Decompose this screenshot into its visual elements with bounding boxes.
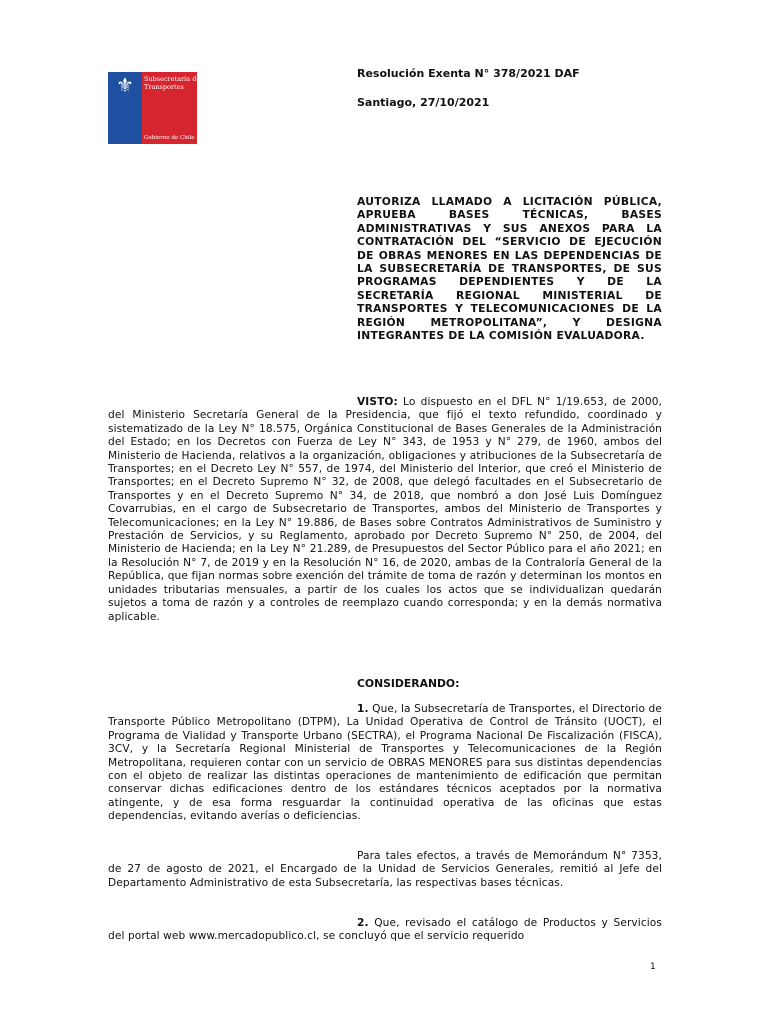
considerando-paragraph-1 <box>108 703 662 824</box>
coat-of-arms-icon: ⚜ <box>116 73 134 97</box>
logo-line1: Subsecretaría de <box>144 75 201 83</box>
paragraph-text: Que, la Subsecretaría de Transportes, el Directorio de Transporte Público Metropolitano (DTPM), La Unidad Operativa de Control de Tránsito (UOCT), el Programa de Vialidad y Transporte Urbano (SECTRA), el Programa Nacional De Fiscalización (FISCA), 3CV, y la Secretaría Regional Ministerial de Transportes y Telecomunicaciones de la Región Metropolitana, requieren contar con un servicio de OBRAS MENORES para sus distintas dependencias con el objeto de realizar las distintas operaciones de mantenimiento de edificación que permitan conservar dichas edificaciones dentro de los estándares técnicos aceptados por la normativa atingente, y de esa forma resguardar la continuidad operativa de las oficinas que estas dependencias, evitando averías o deficiencias. <box>108 703 662 823</box>
visto-text: Lo dispuesto en el DFL N° 1/19.653, de 2000, del Ministerio Secretaría General de la Presidencia, que fijó el texto refundido, coordinado y sistematizado de la Ley N° 18.575, Orgánica Constitucional de Bases Generales de la Administración del Estado; en los Decretos con Fuerza de Ley N° 343, de 1953 y N° 279, de 1960, ambos del Ministerio de Hacienda, relativos a la organización, obligaciones y atribuciones de la Subsecretaría de Transportes; en el Decreto Ley N° 557, de 1974, del Ministerio del Interior, que creó el Ministerio de Transportes; en el Decreto Supremo N° 32, de 2008, que delegó facultades en el Subsecretario de Transportes y en el Decreto Supremo N° 34, de 2018, que nombró a don José Luis Domínguez Covarrubias, en el cargo de Subsecretario de Transportes, ambos del Ministerio de Transportes y Telecomunicaciones; en la Ley N° 19.886, de Bases sobre Contratos Administrativos de Suministro y Prestación de Servicios, y su Reglamento, aprobado por Decreto Supremo N° 250, de 2004, del Ministerio de Hacienda; en la Ley N° 21.289, de Presupuestos del Sector Público para el año 2021; en la Resolución N° 7, de 2019 y en la Resolución N° 16, de 2020, ambas de la Contraloría General de la República, que fijan normas sobre exención del trámite de toma de razón y determinan los montos en unidades tributarias mensuales, a partir de los cuales los actos que se individualizan quedarán sujetos a toma de razón y a controles de reemplazo cuando corresponda; y en la demás normativa aplicable. <box>108 396 662 623</box>
visto-paragraph <box>108 396 662 624</box>
considerando-paragraph-2 <box>108 917 662 944</box>
paragraph-number: 1. <box>357 703 369 715</box>
logo-blue-panel <box>108 72 142 144</box>
logo-line2: Transportes <box>144 83 184 91</box>
visto-label: VISTO: <box>357 396 398 408</box>
considerando-paragraph-1b <box>108 850 662 890</box>
paragraph-text: Para tales efectos, a través de Memorándum N° 7353, de 27 de agosto de 2021, el Encargado de la Unidad de Servicios Generales, remitió al Jefe del Departamento Administrativo de esta Subsecretaría, las respectivas bases técnicas. <box>108 850 662 889</box>
place-date: Santiago, 27/10/2021 <box>357 96 490 109</box>
resolution-subject: AUTORIZA LLAMADO A LICITACIÓN PÚBLICA, APRUEBA BASES TÉCNICAS, BASES ADMINISTRATIVAS Y SUS ANEXOS PARA LA CONTRATACIÓN DEL “SERVICIO DE EJECUCIÓN DE OBRAS MENORES EN LAS DEPENDENCIAS DE LA SUBSECRETARÍA DE TRANSPORTES, DE SUS PROGRAMAS DEPENDIENTES Y DE LA SECRETARÍA REGIONAL MINISTERIAL DE TRANSPORTES Y TELECOMUNICACIONES DE LA REGIÓN METROPOLITANA”, Y DESIGNA INTEGRANTES DE LA COMISIÓN EVALUADORA. <box>357 195 662 343</box>
resolution-number: Resolución Exenta N° 378/2021 DAF <box>357 67 580 80</box>
paragraph-text: Que, revisado el catálogo de Productos y Servicios del portal web www.mercadopublico.cl, se concluyó que el servicio requerido <box>108 917 662 943</box>
subsecretaria-logo <box>108 72 201 144</box>
paragraph-number: 2. <box>357 917 369 929</box>
logo-gov: Gobierno de Chile <box>144 135 195 141</box>
considerando-heading: CONSIDERANDO: <box>357 677 460 690</box>
page-number: 1 <box>650 962 656 972</box>
